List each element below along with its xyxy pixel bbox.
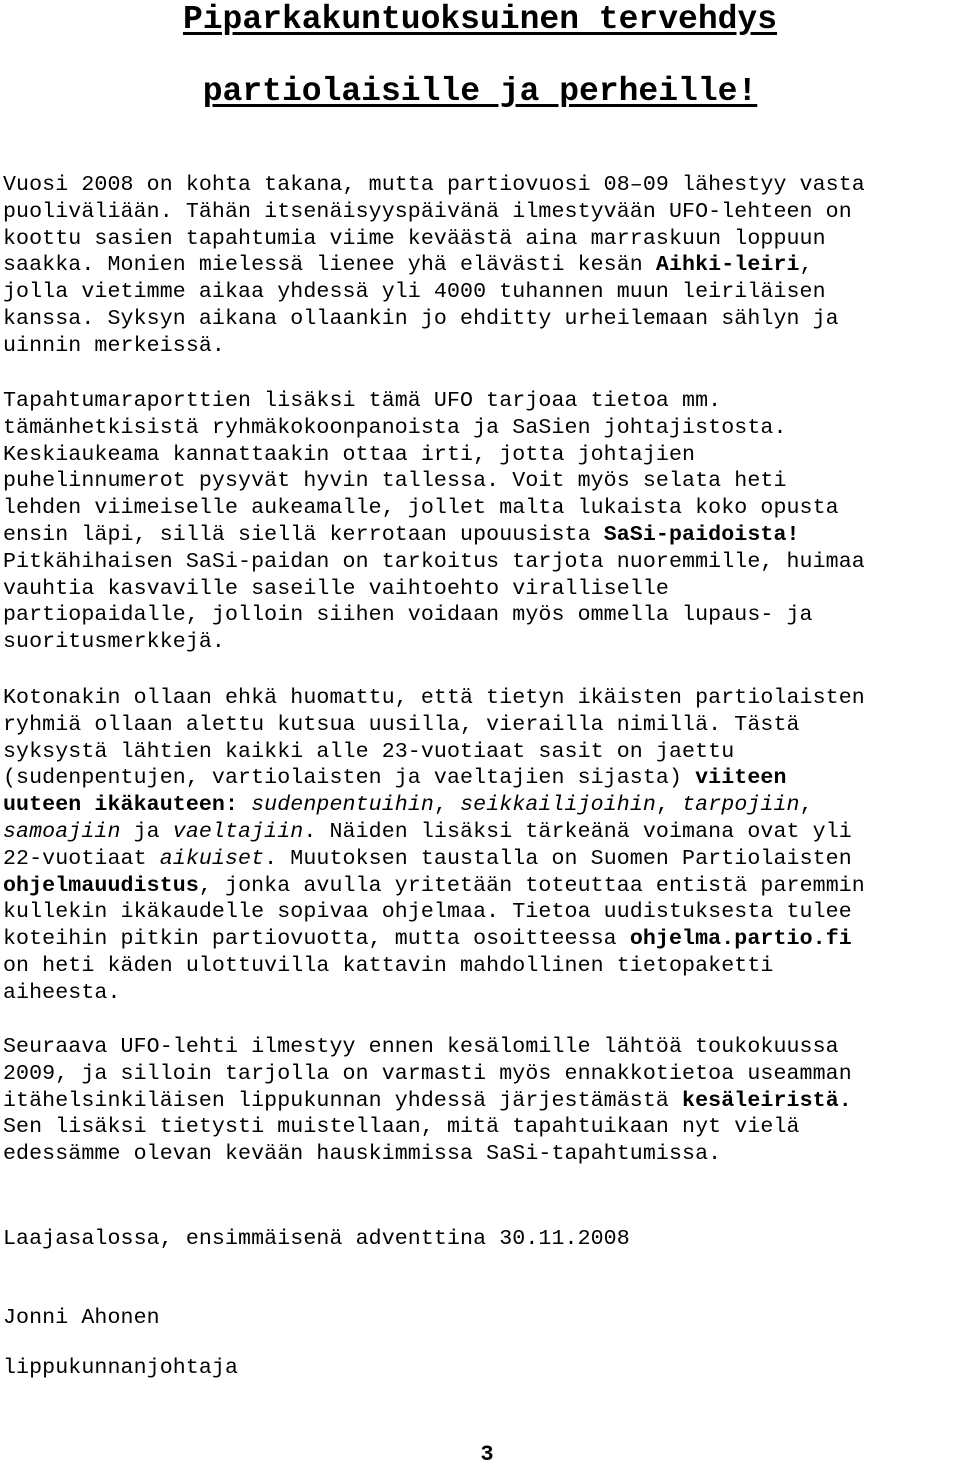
text-line: puoliväliään. Tähän itsenäisyyspäivänä ilmestyvään UFO-lehteen on	[3, 199, 852, 224]
text-line: vauhtia kasvaville saseille vaihtoehto viralliselle	[3, 576, 669, 601]
text-line: edessämme olevan kevään hauskimmissa SaSi-tapahtumissa.	[3, 1142, 722, 1167]
text-line: jolla vietimme aikaa yhdessä yli 4000 tuhannen muun leiriläisen	[3, 280, 826, 305]
text-run: itähelsinkiläisen lippukunnan yhdessä järjestämästä	[3, 1088, 683, 1113]
text-line: partiopaidalle, jolloin siihen voidaan myös ommella lupaus- ja	[3, 603, 813, 628]
signature-role	[3, 1355, 960, 1382]
ohjelma-partio-url: ohjelma.partio.fi	[629, 927, 852, 952]
text-line: lippukunnanjohtaja	[3, 1356, 239, 1380]
text-line: syksystä lähtien kaikki alle 23-vuotiaat sasit on jaettu	[3, 739, 735, 764]
text-line: Vuosi 2008 on kohta takana, mutta partiovuosi 08–09 lähestyy vasta	[3, 173, 865, 197]
samoajiin-italic: samoajiin	[3, 819, 121, 844]
text-run: 22-vuotiaat	[3, 846, 160, 871]
text-run: ja	[120, 819, 173, 844]
text-run: koteihin pitkin partiovuotta, mutta osoitteessa	[3, 927, 630, 952]
text-run: ensin läpi, sillä siellä kerrotaan upouusista	[3, 522, 604, 547]
next-issue-paragraph	[3, 1034, 960, 1168]
text-line: puhelinnumerot pysyvät hyvin tallessa. Voit myös selata heti	[3, 469, 787, 494]
kesaleirista-bold: kesäleiristä.	[682, 1088, 852, 1113]
text-run: , jonka avulla yritetään toteuttaa entistä paremmin	[198, 873, 865, 898]
text-line: Sen lisäksi tietysti muistellaan, mitä tapahtuikaan nyt vielä	[3, 1115, 800, 1140]
sasi-paidoista-bold: SaSi-paidoista!	[603, 522, 800, 547]
text-line: Laajasalossa, ensimmäisenä adventtina 30.11.2008	[3, 1227, 630, 1251]
text-run: ,	[655, 793, 683, 818]
signature-name	[3, 1305, 960, 1332]
viiteen-bold: viiteen	[695, 766, 787, 791]
page-title-line-2: partiolaisille ja perheille!	[202, 73, 758, 110]
reports-paragraph	[3, 388, 960, 656]
seikkailijoihin-italic: seikkailijoihin	[460, 793, 656, 818]
intro-paragraph	[3, 172, 960, 360]
text-line: ryhmiä ollaan alettu kutsua uusilla, vierailla nimillä. Tästä	[3, 712, 800, 737]
text-line: lehden viimeiselle aukeamalle, jollet malta lukaista koko opusta	[3, 496, 839, 521]
tarpojiin-italic: tarpojiin	[682, 793, 800, 818]
text-line: koottu sasien tapahtumia viime keväästä aina marraskuun loppuun	[3, 226, 826, 251]
vaeltajiin-italic: vaeltajiin	[172, 819, 304, 844]
text-line: 2009, ja silloin tarjolla on varmasti myös ennakkotietoa useamman	[3, 1061, 852, 1086]
text-line	[3, 252, 960, 279]
text-line: Tapahtumaraporttien lisäksi tämä UFO tarjoaa tietoa mm.	[3, 389, 722, 413]
text-run: (sudenpentujen, vartiolaisten ja vaeltajien sijasta)	[3, 766, 696, 791]
text-line: uinnin merkeissä.	[3, 333, 225, 358]
text-line: tämänhetkisistä ryhmäkokoonpanoista ja SaSien johtajistosta.	[3, 415, 787, 440]
text-line: kanssa. Syksyn aikana ollaankin jo ehditty urheilemaan sählyn ja	[3, 306, 839, 331]
text-line	[3, 819, 960, 846]
text-line: kullekin ikäkaudelle sopivaa ohjelmaa. Tietoa uudistuksesta tulee	[3, 900, 852, 925]
page-number: 3	[480, 1442, 494, 1467]
ikakauteen-bold: uuteen ikäkauteen:	[3, 793, 239, 818]
text-line: suoritusmerkkejä.	[3, 630, 225, 655]
text-line	[3, 1088, 960, 1115]
text-line: aiheesta.	[3, 980, 121, 1005]
text-line: on heti käden ulottuvilla kattavin mahdollinen tietopaketti	[3, 953, 774, 978]
page-title-line-1: Piparkakuntuoksuinen tervehdys	[182, 1, 778, 38]
text-run: . Muutoksen taustalla on Suomen Partiolaisten	[264, 846, 852, 871]
text-line: Kotonakin ollaan ehkä huomattu, että tietyn ikäisten partiolaisten	[3, 686, 865, 710]
text-run: ,	[433, 793, 461, 818]
text-run	[238, 793, 251, 817]
text-line	[3, 765, 960, 792]
text-run: saakka. Monien mielessä lienee yhä elävästi kesän	[3, 253, 656, 278]
text-line: Seuraava UFO-lehti ilmestyy ennen kesälomille lähtöä toukokuussa	[3, 1035, 839, 1059]
sudenpentuihin-italic: sudenpentuihin	[251, 793, 434, 818]
text-line: Jonni Ahonen	[3, 1306, 160, 1330]
text-line: Keskiaukeama kannattaakin ottaa irti, jotta johtajien	[3, 442, 696, 467]
text-run: ,	[799, 793, 813, 818]
text-line: Pitkähihaisen SaSi-paidan on tarkoitus tarjota nuoremmille, huimaa	[3, 549, 865, 574]
ohjelmauudistus-bold: ohjelmauudistus	[3, 873, 199, 898]
aikuiset-italic: aikuiset	[159, 846, 265, 871]
text-run: . Näiden lisäksi tärkeänä voimana ovat yli	[303, 819, 852, 844]
text-line	[3, 873, 960, 900]
text-line	[3, 792, 960, 819]
text-line	[3, 522, 960, 549]
place-and-date	[3, 1226, 960, 1253]
aihki-leiri-bold: Aihki-leiri	[655, 253, 800, 278]
text-line	[3, 846, 960, 873]
text-run: ,	[799, 253, 813, 278]
text-line	[3, 926, 960, 953]
agegroups-paragraph	[3, 685, 960, 1007]
